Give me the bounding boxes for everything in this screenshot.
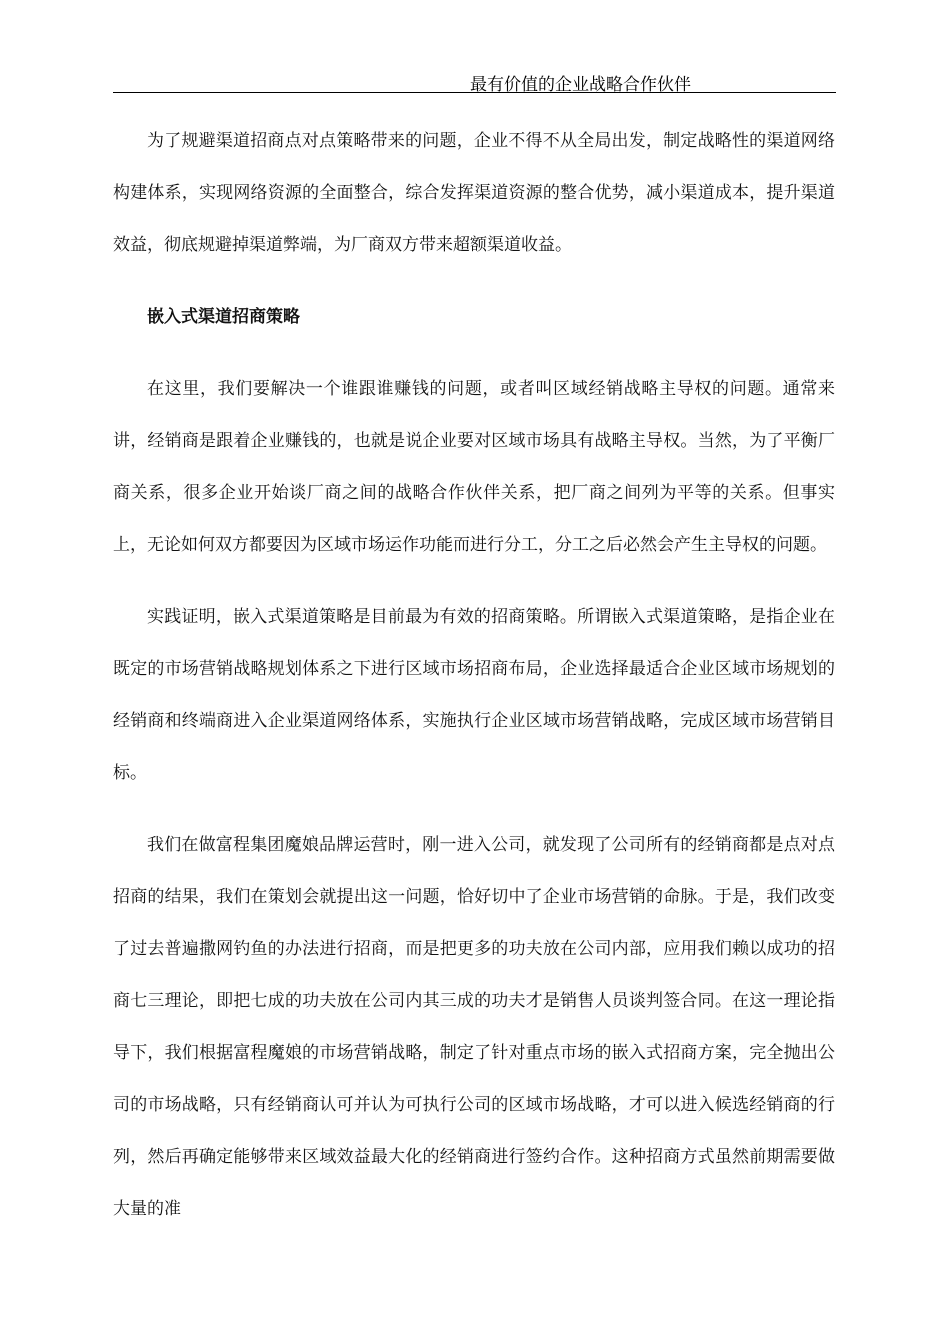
body-paragraph: 在这里，我们要解决一个谁跟谁赚钱的问题，或者叫区域经销战略主导权的问题。通常来讲，经销商是跟着企业赚钱的，也就是说企业要对区域市场具有战略主导权。当然，为了平衡厂商关系，很多企业开始谈厂商之间的战略合作伙伴关系，把厂商之间列为平等的关系。但事实上，无论如何双方都要因为区域市场运作功能而进行分工，分工之后必然会产生主导权的问题。 — [113, 379, 835, 555]
document-body — [113, 115, 835, 1235]
paragraph-gap — [113, 571, 835, 591]
intro-paragraph: 为了规避渠道招商点对点策略带来的问题，企业不得不从全局出发，制定战略性的渠道网络构建体系，实现网络资源的全面整合，综合发挥渠道资源的整合优势，减小渠道成本，提升渠道效益，彻底规避掉渠道弊端，为厂商双方带来超额渠道收益。 — [113, 131, 835, 255]
header-divider — [113, 92, 836, 93]
body-paragraph: 我们在做富程集团魔娘品牌运营时，刚一进入公司，就发现了公司所有的经销商都是点对点招商的结果，我们在策划会就提出这一问题，恰好切中了企业市场营销的命脉。于是，我们改变了过去普遍撒网钓鱼的办法进行招商，而是把更多的功夫放在公司内部，应用我们赖以成功的招商七三理论，即把七成的功夫放在公司内其三成的功夫才是销售人员谈判签合同。在这一理论指导下，我们根据富程魔娘的市场营销战略，制定了针对重点市场的嵌入式招商方案，完全抛出公司的市场战略，只有经销商认可并认为可执行公司的区域市场战略，才可以进入候选经销商的行列，然后再确定能够带来区域效益最大化的经销商进行签约合作。这种招商方式虽然前期需要做大量的准 — [113, 835, 835, 1219]
paragraph-gap — [113, 343, 835, 363]
body-paragraph: 实践证明，嵌入式渠道策略是目前最为有效的招商策略。所谓嵌入式渠道策略，是指企业在既定的市场营销战略规划体系之下进行区域市场招商布局，企业选择最适合企业区域市场规划的经销商和终端商进入企业渠道网络体系，实施执行企业区域市场营销战略，完成区域市场营销目标。 — [113, 607, 835, 783]
paragraph-gap — [113, 271, 835, 291]
paragraph-gap — [113, 799, 835, 819]
page-header-title: 最有价值的企业战略合作伙伴 — [470, 75, 691, 95]
section-heading: 嵌入式渠道招商策略 — [147, 307, 300, 327]
